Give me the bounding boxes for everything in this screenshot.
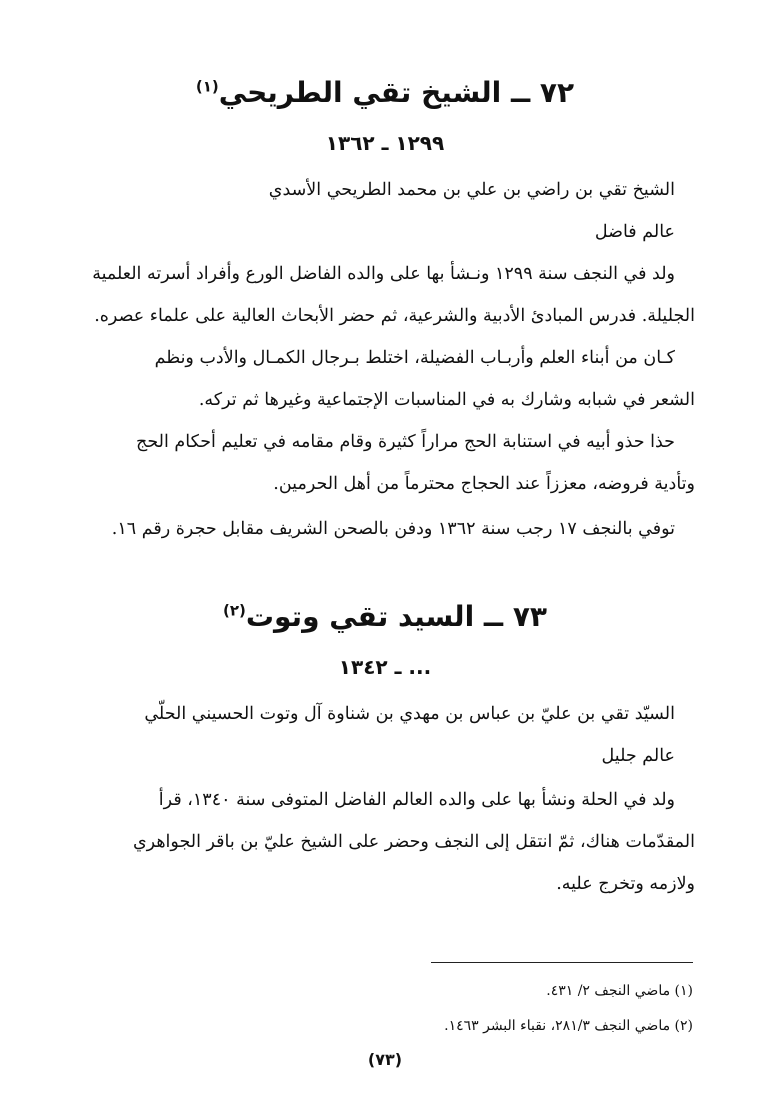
footnote-1: (١) ماضي النجف ٢/ ٤٣١. — [546, 983, 693, 999]
entry-73-paragraph-line: المقدّمات هناك، ثمّ انتقل إلى النجف وحضر على الشيخ عليّ بن باقر الجواهري — [132, 832, 695, 852]
entry-72-paragraph-line: ولد في النجف سنة ١٢٩٩ ونـشأ بها على والده الفاضل الورع وأفراد أسرته العلمية — [92, 264, 675, 284]
entry-title-73: ٧٣ ــ السيد تقي وتوت$^{(٢)}$ — [222, 600, 547, 633]
entry-72-paragraph-line: وتأدية فروضه، معززاً عند الحجاج محترماً من أهل الحرمين. — [273, 474, 695, 494]
footnote-ref-2: (٢) — [222, 601, 246, 620]
page-number: (٧٣) — [367, 1050, 403, 1069]
footnote-ref-1: (١) — [195, 77, 219, 96]
entry-years-73: ... ـ ١٣٤٢ — [338, 655, 432, 679]
entry-73-rank-line: عالم جليل — [601, 746, 675, 766]
entry-73-name-line: السيّد تقي بن عليّ بن عباس بن مهدي بن شناوة آل وتوت الحسيني الحلّي — [144, 704, 675, 724]
entry-73-paragraph-line: ولازمه وتخرج عليه. — [556, 874, 695, 894]
entry-72-paragraph-line: الجليلة. فدرس المبادئ الأدبية والشرعية، ثم حضر الأبحاث العالية على علماء عصره. — [94, 306, 695, 326]
footnote-separator — [431, 962, 693, 963]
entry-72-rank-line: عالم فاضل — [594, 222, 675, 242]
entry-72-paragraph-line: الشعر في شبابه وشارك به في المناسبات الإجتماعية وغيرها ثم تركه. — [198, 390, 695, 410]
entry-73-paragraph-line: ولد في الحلة ونشأ بها على والده العالم الفاضل المتوفى سنة ١٣٤٠، قرأ — [158, 790, 675, 810]
entry-72-paragraph-line: كـان من أبناء العلم وأربـاب الفضيلة، اختلط بـرجال الكمـال والأدب ونظم — [154, 348, 675, 368]
entry-title-72: ٧٢ ــ الشيخ تقي الطريحي$^{(١)}$ — [195, 76, 575, 109]
footnote-2: (٢) ماضي النجف ٢٨١/٣، نقباء البشر ١٤٦٣. — [444, 1018, 693, 1034]
entry-years-72: ١٢٩٩ ـ ١٣٦٢ — [325, 131, 445, 155]
entry-72-paragraph-line: حذا حذو أبيه في استنابة الحج مراراً كثيرة وقام مقامه في تعليم أحكام الحج — [136, 432, 675, 452]
entry-72-death-line: توفي بالنجف ١٧ رجب سنة ١٣٦٢ ودفن بالصحن الشريف مقابل حجرة رقم ١٦. — [111, 519, 675, 539]
entry-72-name-line: الشيخ تقي بن راضي بن علي بن محمد الطريحي الأسدي — [268, 180, 675, 200]
